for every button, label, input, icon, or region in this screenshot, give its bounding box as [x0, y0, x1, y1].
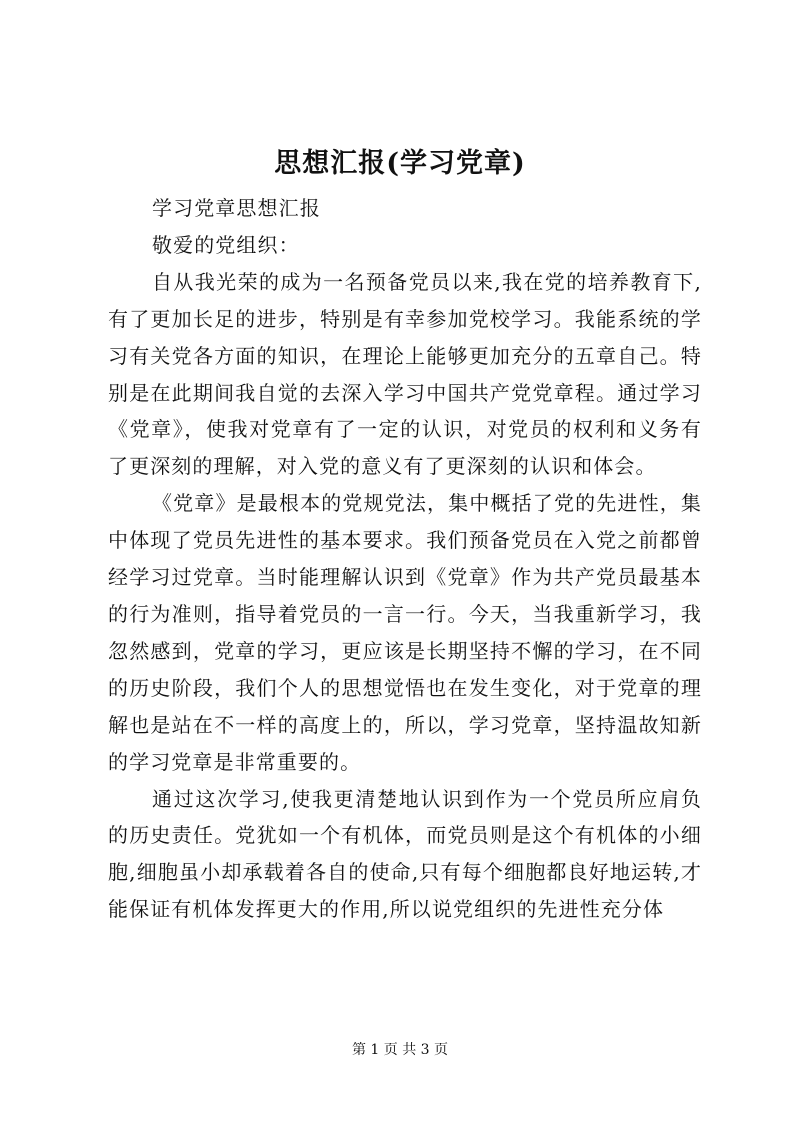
paragraph-2: 《党章》是最根本的党规党法，集中概括了党的先进性，集中体现了党员先进性的基本要求。我们预备党员在入党之前都曾经学习过党章。当时能理解认识到《党章》作为共产党员最基本的行为准则，指导着党员的一言一行。今天，当我重新学习，我忽然感到，党章的学习，更应该是长期坚持不懈的学习，在不同的历史阶段，我们个人的思想觉悟也在发生变化，对于党章的理解也是站在不一样的高度上的，所以，学习党章，坚持温故知新的学习党章是非常重要的。 [108, 491, 702, 774]
document-body [108, 190, 702, 928]
page-number-footer: 第 1 页 共 3 页 [351, 1042, 449, 1058]
paragraph-3: 通过这次学习,使我更清楚地认识到作为一个党员所应肩负的历史责任。党犹如一个有机体，而党员则是这个有机体的小细胞,细胞虽小却承载着各自的使命,只有每个细胞都良好地运转,才能保证有机体发挥更大的作用,所以说党组织的先进性充分体 [108, 786, 702, 922]
paragraph-heading: 学习党章思想汇报 [152, 196, 321, 220]
document-title: 思想汇报(学习党章) [274, 148, 526, 179]
paragraph-salutation: 敬爱的党组织： [152, 232, 300, 257]
paragraph-1: 自从我光荣的成为一名预备党员以来,我在党的培养教育下,有了更加长足的进步，特别是有幸参加党校学习。我能系统的学习有关党各方面的知识，在理论上能够更加充分的五章自己。特别是在此期间我自觉的去深入学习中国共产党党章程。通过学习《党章》，使我对党章有了一定的认识，对党员的权利和义务有了更深刻的理解，对入党的意义有了更深刻的认识和体会。 [108, 269, 702, 479]
